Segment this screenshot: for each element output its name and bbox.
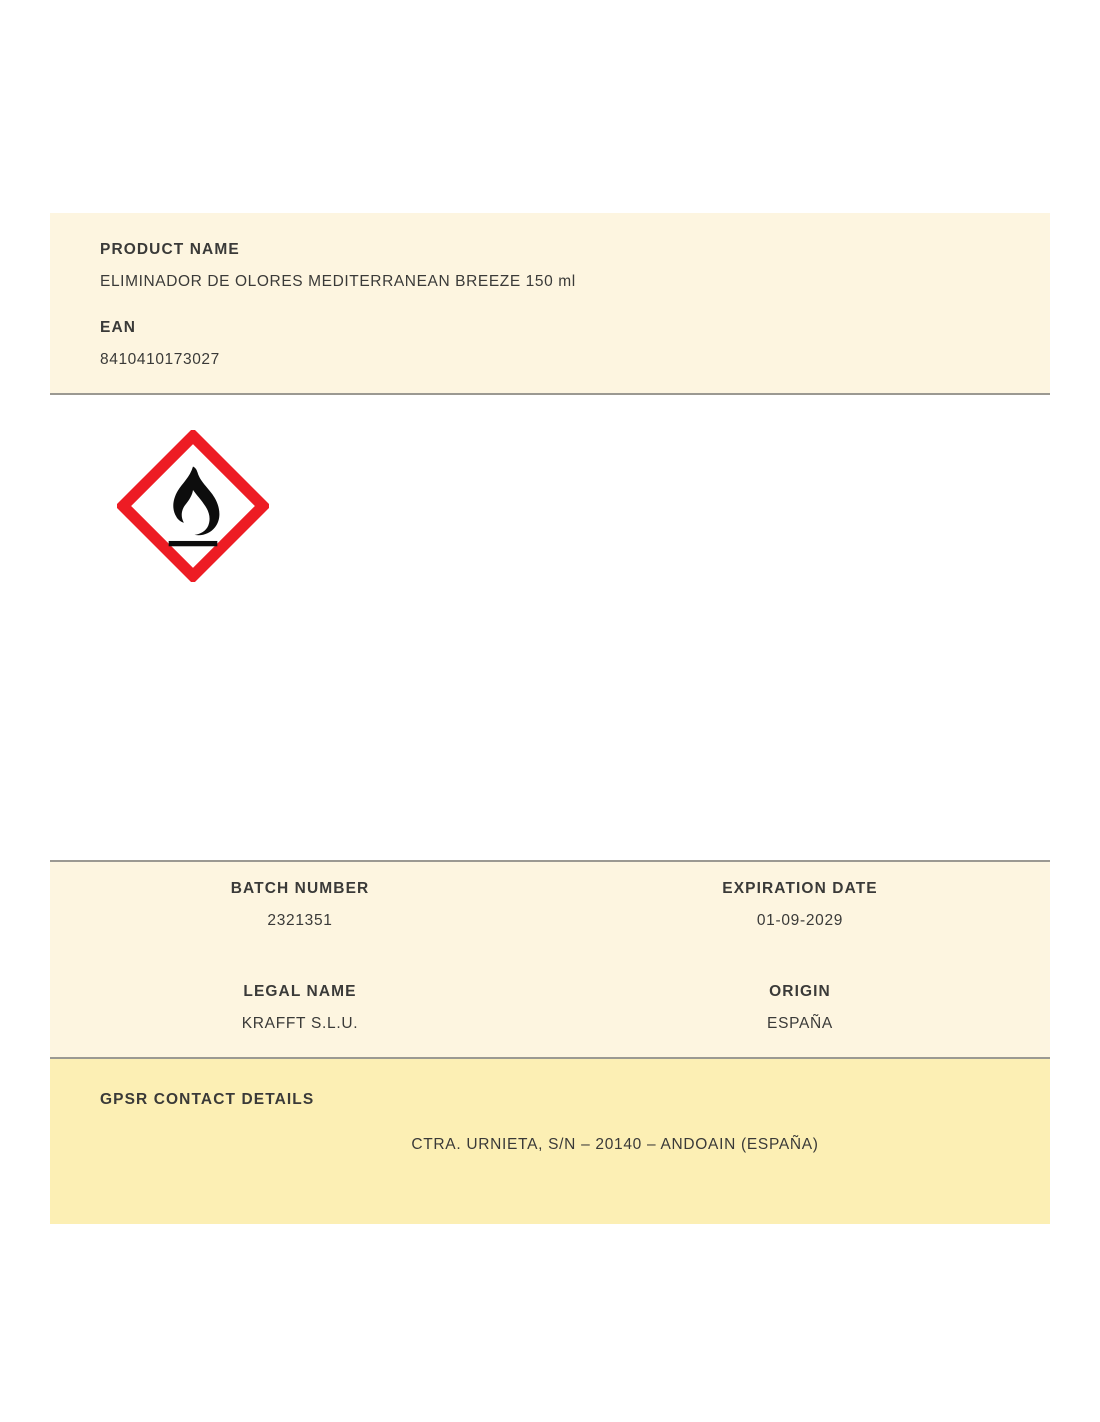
origin-value: ESPAÑA — [767, 1014, 833, 1032]
ghs02-flame-icon — [117, 430, 269, 582]
detail-cell-batch-number — [50, 880, 550, 955]
product-name-label: PRODUCT NAME — [100, 241, 240, 258]
legal-name-label: LEGAL NAME — [243, 982, 357, 1000]
expiration-date-label: EXPIRATION DATE — [722, 880, 878, 897]
gpsr-contact-address: CTRA. URNIETA, S/N – 20140 – ANDOAIN (ESPAÑA) — [411, 1136, 819, 1153]
product-info-block — [50, 213, 1050, 393]
ean-label: EAN — [100, 319, 137, 336]
ean-value: 8410410173027 — [100, 351, 220, 368]
origin-label: ORIGIN — [769, 982, 831, 1000]
gpsr-contact-label: GPSR CONTACT DETAILS — [100, 1091, 315, 1108]
legal-name-value: KRAFFT S.L.U. — [241, 1014, 359, 1032]
ean-group — [100, 319, 1000, 369]
detail-cell-legal-name — [50, 983, 550, 1058]
hazard-pictogram-area — [50, 430, 1050, 830]
expiration-date-value: 01-09-2029 — [756, 912, 844, 929]
gpsr-contact-block — [50, 1059, 1050, 1224]
product-name-value: ELIMINADOR DE OLORES MEDITERRANEAN BREEZE 150 ml — [100, 273, 576, 290]
product-name-group — [100, 241, 1000, 291]
detail-cell-origin — [550, 983, 1050, 1058]
batch-number-value: 2321351 — [267, 912, 333, 929]
divider-under-product — [50, 393, 1050, 395]
detail-cell-expiration-date — [550, 880, 1050, 955]
batch-number-label: BATCH NUMBER — [230, 880, 370, 897]
details-block — [50, 862, 1050, 1057]
